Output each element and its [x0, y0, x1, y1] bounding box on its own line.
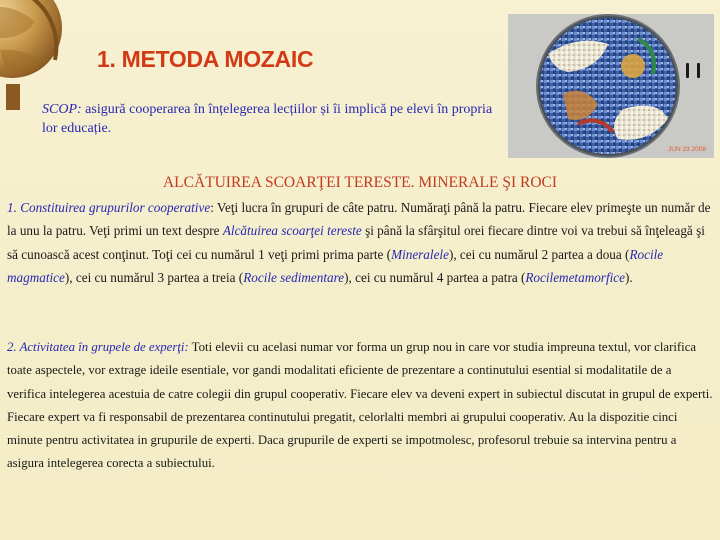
section1-text: ), cei cu numărul 4 partea a patra (	[344, 269, 526, 285]
section1-text: ), cei cu numărul 3 partea a treia (	[64, 269, 244, 285]
photo-date-stamp: JUN 23 2008	[668, 146, 706, 153]
scop-text	[42, 100, 502, 138]
section1-text: ).	[624, 269, 633, 285]
section1-text: ), cei cu numărul 2 partea a doua (	[448, 246, 630, 262]
section2-text: Toti elevii cu acelasi numar vor forma un grup nou in care vor studia impreuna textul, vor clarifica toate aspectele, vor extrage ideile esentiale, vor gandi modalitati eficiente de prezentare a continutului esential si modalitatile de a verifica intelegerea acestuia de catre colegii din grupul cooperativ. Fiecare elev va deveni expert in subiectul discutat in grupul de experti. Fiecare expert va fi responsabil de prezentarea continutului pregatit, celorlalti membri ai grupului cooperativ. Au la dispozitie cinci minute pentru activitatea in grupurile de experti. Daca grupurile de experti se impotmolesc, profesorul trebuie sa intervina pentru a asigura intelegerea corecta a subiectului.	[7, 340, 713, 471]
scop-description: asigură cooperarea în înțelegerea lecțiilor și îi implică pe elevi în propria lor educație.	[42, 102, 493, 136]
pin-icon	[686, 63, 689, 78]
section1-text: : Veţi lucra în grupuri de câte patru. Număraţi până la patru. Fiecare elev primeşte un număr de la unu la patru. Veţi primi un text despre	[7, 200, 711, 239]
part3-name: Rocile sedimentare	[243, 269, 345, 285]
globe-icon	[0, 0, 70, 110]
section1-title: 1. Constituirea grupurilor cooperative	[7, 200, 211, 215]
part4-name: Rocilemetamorfice	[525, 269, 625, 285]
part1-name: Mineralele	[391, 246, 449, 262]
part2-name: Rocile magmatice	[7, 246, 664, 285]
section1-text: şi până la sfârşitul orei fiecare dintre voi va trebui să înţeleagă şi să cunoască acest conţinut. Toţi cei cu numărul 1 veţi primi prima parte (	[7, 223, 705, 262]
mosaic-photo	[508, 14, 714, 158]
highlight-topic: Alcătuirea scoarţei tereste	[222, 223, 362, 239]
paragraph-grupe-experti	[7, 336, 713, 476]
scop-label: SCOP:	[42, 102, 82, 117]
pin-icon	[697, 63, 700, 78]
paragraph-grupuri-cooperative	[7, 196, 713, 289]
section-heading: ALCĂTUIREA SCOARŢEI TERESTE. MINERALE ŞI ROCI	[162, 174, 558, 191]
section2-title: 2. Activitatea în grupele de experţi:	[7, 340, 189, 354]
page-title: 1. METODA MOZAIC	[97, 46, 314, 72]
